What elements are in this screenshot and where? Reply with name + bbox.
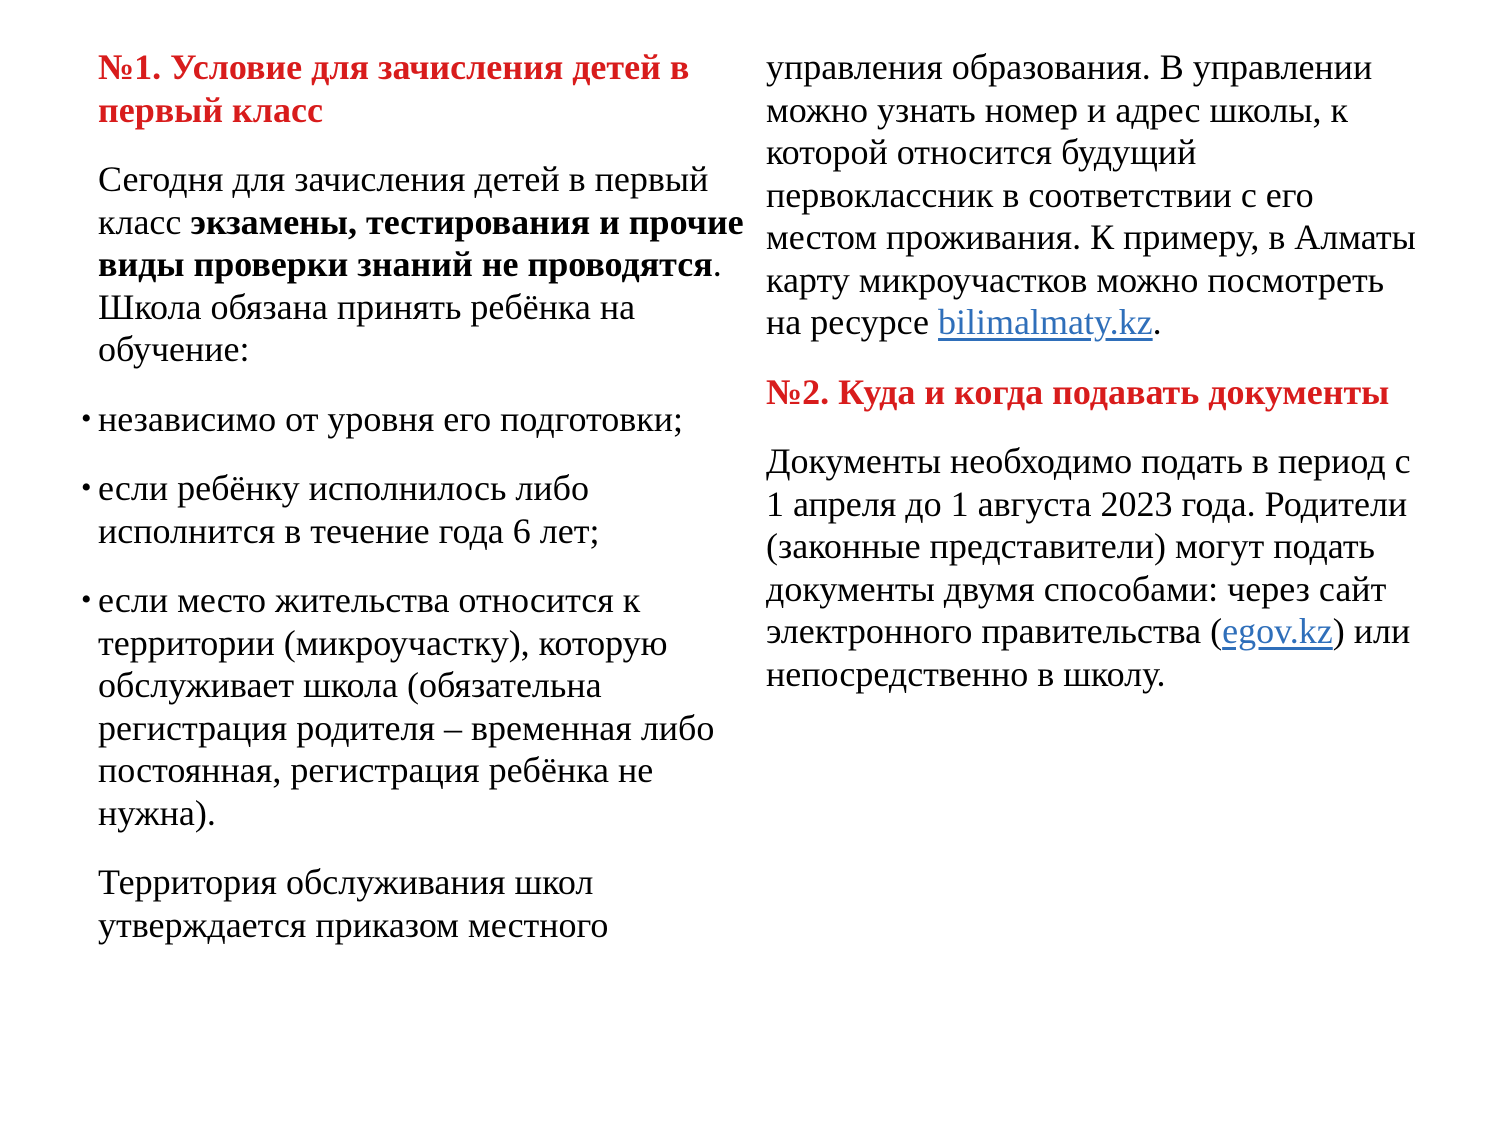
right-column — [766, 46, 1426, 722]
intro-text-end: . Школа обязана принять ребёнка на обучение: — [98, 244, 722, 369]
list-item-text: если место жительства относится к территории (микроучастку), которую обслуживает школа (обязательна регистрация родителя – временная либо постоянная, регистрация ребёнка не нужна). — [98, 580, 715, 833]
bullet-icon: • — [81, 471, 92, 504]
section-1-heading: №1. Условие для зачисления детей в первый класс — [98, 47, 690, 130]
list-item — [81, 467, 758, 552]
list-item-text: независимо от уровня его подготовки; — [98, 398, 684, 439]
territory-paragraph-continued — [766, 46, 1426, 344]
section-2-heading: №2. Куда и когда подавать документы — [766, 371, 1390, 412]
bilimalmaty-link[interactable]: bilimalmaty.kz — [938, 302, 1153, 342]
list-item — [81, 398, 758, 441]
territory-paragraph-start: Территория обслуживания школ утверждается приказом местного — [98, 862, 609, 945]
bullet-icon: • — [81, 583, 92, 616]
documents-paragraph — [766, 440, 1426, 695]
documents-text-end: ) или непосредственно в школу. — [766, 611, 1411, 694]
intro-text-start: Сегодня для зачисления детей в первый класс — [98, 159, 709, 242]
intro-bold-text: экзамены, тестирования и прочие виды проверки знаний не проводятся — [98, 201, 744, 284]
territory-text-end: . — [1152, 302, 1162, 342]
bullet-icon: • — [81, 401, 92, 435]
egov-link[interactable]: egov.kz — [1222, 611, 1333, 651]
enrollment-intro-paragraph — [98, 158, 758, 371]
territory-text: управления образования. В управлении можно узнать номер и адрес школы, к которой относится будущий первоклассник в соответствии с его местом проживания. К примеру, в Алматы карту микроучастков можно посмотреть на ресурсе — [766, 47, 1416, 342]
list-item-text: если ребёнку исполнилось либо исполнится в течение года 6 лет; — [98, 468, 600, 551]
list-item — [81, 579, 758, 834]
left-column — [81, 46, 758, 973]
documents-text-start: Документы необходимо подать в период с 1 апреля до 1 августа 2023 года. Родители (законные представители) могут подать документы двумя способами: через сайт электронного правительства ( — [766, 441, 1411, 651]
enrollment-conditions-list — [81, 398, 758, 835]
